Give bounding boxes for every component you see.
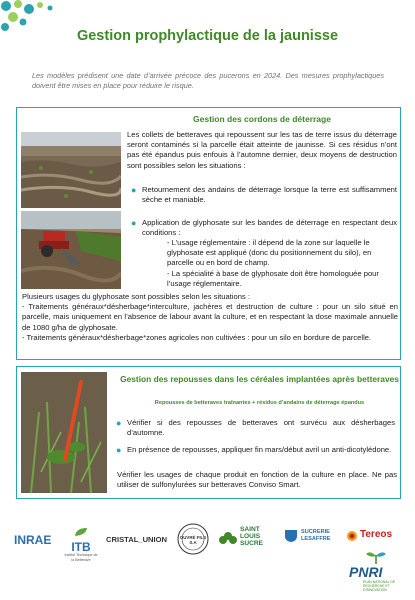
photo-tractor-destruction xyxy=(21,211,121,289)
section-repousses-title: Gestion des repousses dans les céréales implantées après betteraves xyxy=(120,374,399,384)
bullet-icon: ● xyxy=(116,445,122,455)
usage-2: - Traitements généraux*désherbage*zones agricoles non cultivées : pour un silo en bordure de parcelle. xyxy=(22,332,372,342)
section-deterrage-conditions xyxy=(167,238,397,289)
logo-sucrerie-lesaffre: SUCRERIE LESAFFRE xyxy=(284,529,298,548)
section-repousses-note: Vérifier les usages de chaque produit en fonction de la culture en place. Ne pas utiliser de sulfonylurées sur betteraves Conviso Smart. xyxy=(117,470,397,490)
page-title: Gestion prophylactique de la jaunisse xyxy=(76,28,339,44)
condition-1: - L’usage réglementaire : il dépend de la zone sur laquelle le glyphosate est appliqué (donc du positionnement du silo), en parcelle ou en bord de champ. xyxy=(167,238,372,268)
condition-2: - La spécialité à base de glyphosate doit être homologuée pour l’usage réglementaire. xyxy=(167,268,379,288)
section-deterrage-title: Gestion des cordons de déterrage xyxy=(193,114,331,124)
logo-tereos: Tereos xyxy=(346,529,358,547)
lesaffre-shield-icon xyxy=(284,529,298,543)
bullet-icon: ● xyxy=(116,418,122,428)
partner-logos: INRAE ITB Institut Technique de la Betterave CRISTAL_UNION OUVRÉ FILS S.A SAINT LOUIS SUCRE SUCRERIE LESAFFRE Tereos PNRI PLAN NATIONAL DE RECHERCHE ET D'INNOVATION xyxy=(0,520,415,600)
section-repousses-bullet-1: ● Vérifier si des repousses de betteraves ont survécu aux désherbages d’automne. xyxy=(116,418,395,438)
bullet-icon: ● xyxy=(131,218,137,228)
logo-cristal-union: CRISTAL_UNION xyxy=(106,535,168,544)
section-deterrage xyxy=(16,107,401,360)
logo-ouvre: OUVRÉ FILS S.A xyxy=(176,522,210,556)
leaf-icon xyxy=(74,527,88,537)
intro-text: Les modèles prédisent une date d’arrivée précoce des pucerons en 2024. Des mesures prophylactiques doivent être mises en place pour réduire le risque. xyxy=(32,71,384,90)
photo-cereal-regrowth xyxy=(21,372,107,493)
tereos-swirl-icon xyxy=(346,530,358,542)
logo-pnri: PNRI PLAN NATIONAL DE RECHERCHE ET D'INNOVATION xyxy=(345,550,407,598)
section-repousses-subtitle: Repousses de betteraves traînantes + résidus d’andains de déterrage épandus xyxy=(154,400,365,406)
photo-deterrage-field xyxy=(21,132,121,208)
saint-louis-flower-icon xyxy=(218,530,238,546)
section-repousses xyxy=(16,366,401,499)
section-deterrage-usages xyxy=(22,292,398,343)
logo-itb: ITB Institut Technique de la Betterave xyxy=(64,524,98,562)
section-repousses-bullet-2: ● En présence de repousses, appliquer fin mars/début avril un anti-dicotylédone. xyxy=(116,445,392,455)
section-deterrage-bullet-2: ● Application de glyphosate sur les bandes de déterrage en respectant deux conditions : xyxy=(131,218,397,238)
usage-1: - Traitements généraux*désherbage*interculture, jachères et destruction de culture : pour un silo situé en parcelle, mais uniquement en l’absence de labour avant la culture, et en respectant la dose maximale annuelle de 1080 g/ha de glyphosate. xyxy=(22,302,398,332)
usages-intro: Plusieurs usages du glyphosate sont possibles selon les situations : xyxy=(22,292,250,301)
section-deterrage-paragraph: Les collets de betteraves qui repoussent sur les tas de terre issus du déterrage seront contaminés si la parcelle était atteinte de jaunisse. Si ces résidus n’ont pas été épandus puis enfouis à l’automne dernier, deux moyens de destruction sont possibles selon les situations : xyxy=(127,130,397,170)
logo-inrae: INRAE xyxy=(14,533,52,547)
bullet-icon: ● xyxy=(131,185,137,195)
section-deterrage-bullet-1: ● Retournement des andains de déterrage lorsque la terre est suffisamment sèche et maniable. xyxy=(131,185,397,205)
pnri-sprout-icon xyxy=(365,550,387,564)
